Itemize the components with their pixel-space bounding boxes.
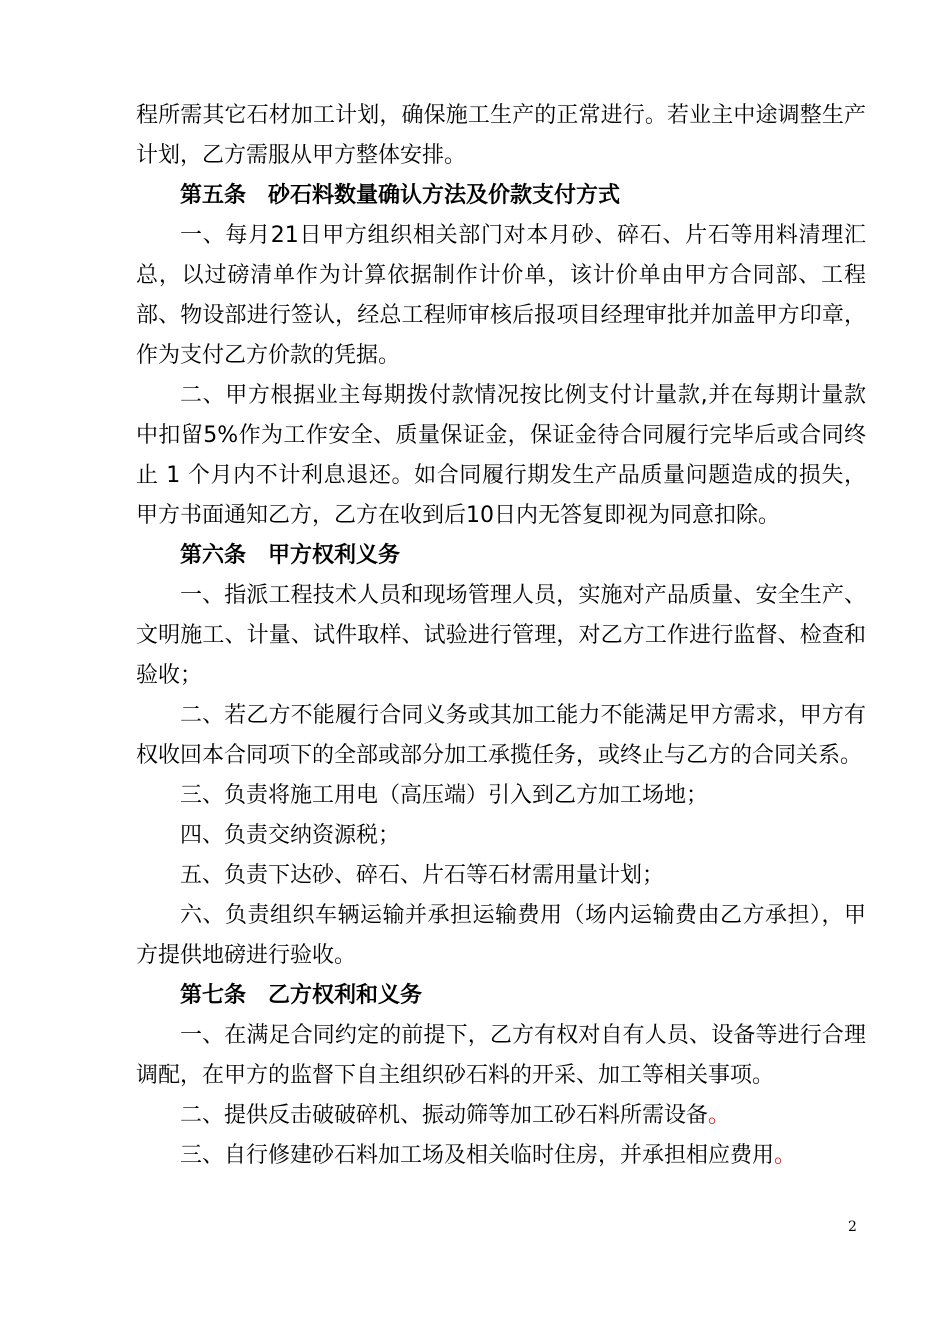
article-6-clause-4: 四、负责交纳资源税； [180,823,401,848]
article-6-clause-1: 一、指派工程技术人员和现场管理人员，实施对产品质量、安全生产、文明施工、计量、试件取样、试验进行管理，对乙方工作进行监督、检查和验收； [136,583,866,688]
article-7-clause-1: 一、在满足合同约定的前提下，乙方有权对自有人员、设备等进行合理调配，在甲方的监督下自主组织砂石料的开采、加工等相关事项。 [136,1023,866,1088]
page-number: 2 [848,1219,857,1235]
document-body [136,96,866,1176]
article-7-clause-3 [136,1136,866,1176]
paragraph-continuation: 程所需其它石材加工计划，确保施工生产的正常进行。若业主中途调整生产计划，乙方需服从甲方整体安排。 [136,103,866,168]
article-5-heading: 第五条 砂石料数量确认方法及价款支付方式 [180,183,621,208]
article-6-clause-2: 二、若乙方不能履行合同义务或其加工能力不能满足甲方需求，甲方有权收回本合同项下的全部或部分加工承揽任务，或终止与乙方的合同关系。 [136,703,866,768]
article-7-clause-2 [136,1096,866,1136]
article-6-heading: 第六条 甲方权利义务 [180,543,401,568]
red-period: 。 [708,1103,731,1128]
clause-text: 三、自行修建砂石料加工场及相关临时住房，并承担相应费用 [180,1143,775,1168]
article-5-clause-2: 二、甲方根据业主每期拨付款情况按比例支付计量款,并在每期计量款中扣留5%作为工作安全、质量保证金，保证金待合同履行完毕后或合同终止 1 个月内不计利息退还。如合同履行期发生产品质量问题造成的损失，甲方书面通知乙方，乙方在收到后10日内无答复即视为同意扣除。 [136,383,866,528]
clause-text: 二、提供反击破破碎机、振动筛等加工砂石料所需设备 [180,1103,709,1128]
red-period: 。 [774,1143,797,1168]
article-7-heading: 第七条 乙方权利和义务 [180,983,423,1008]
article-5-clause-1: 一、每月21日甲方组织相关部门对本月砂、碎石、片石等用料清理汇总，以过磅清单作为计算依据制作计价单，该计价单由甲方合同部、工程部、物设部进行签认，经总工程师审核后报项目经理审批并加盖甲方印章，作为支付乙方价款的凭据。 [136,223,866,368]
article-6-clause-5: 五、负责下达砂、碎石、片石等石材需用量计划； [180,863,665,888]
article-6-clause-3: 三、负责将施工用电（高压端）引入到乙方加工场地； [180,783,709,808]
article-6-clause-6: 六、负责组织车辆运输并承担运输费用（场内运输费由乙方承担），甲方提供地磅进行验收。 [136,903,866,968]
